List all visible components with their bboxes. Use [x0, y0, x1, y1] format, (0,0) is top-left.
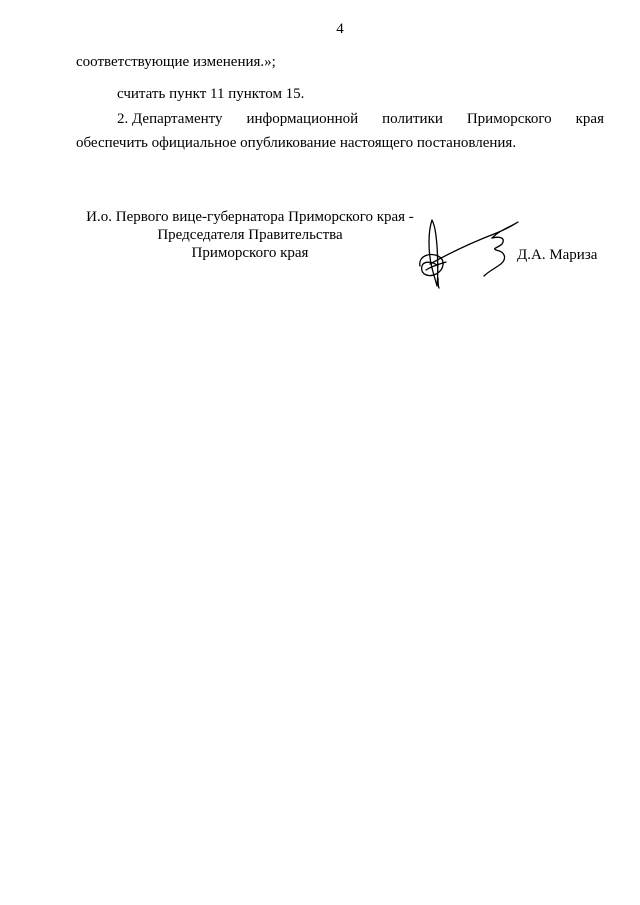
body-line-2: считать пункт 11 пунктом 15.: [117, 86, 305, 102]
page-number: 4: [336, 21, 344, 37]
position-line-3: Приморского края: [191, 245, 309, 261]
body-line-1: соответствующие изменения.»;: [76, 54, 276, 70]
position-line-1: И.о. Первого вице-губернатора Приморского края -: [86, 209, 414, 225]
body-line-3-word-4: Приморского: [466, 111, 552, 127]
body-line-4: обеспечить официальное опубликование настоящего постановления.: [76, 135, 517, 151]
body-line-3: [117, 110, 604, 128]
position-line-2: Председателя Правительства: [157, 227, 343, 243]
body-line-3-word-5: края: [575, 111, 604, 127]
body-line-3-word-3: политики: [382, 111, 443, 127]
signatory-position: [60, 208, 440, 262]
signer-name: Д.А. Мариза: [517, 247, 598, 263]
body-line-3-word-2: информационной: [246, 111, 359, 127]
body-line-3-word-1: 2. Департаменту: [117, 111, 223, 127]
